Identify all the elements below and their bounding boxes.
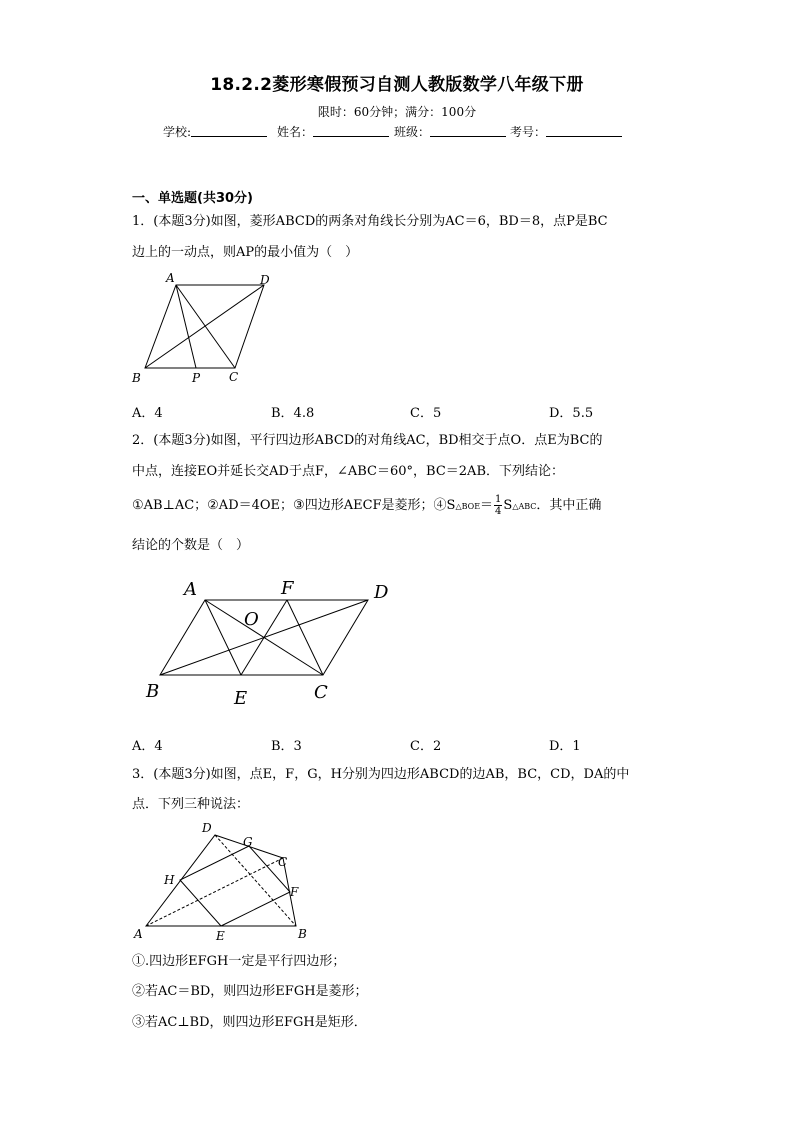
q2-frac-num: 1 [495,494,502,505]
q1-option-d[interactable]: D．5.5 [549,406,594,421]
q2-tail: ．其中正确 [536,498,602,513]
exam-no-blank [546,124,622,137]
q3-label-h: H [164,873,175,887]
q2-option-a[interactable]: A．4 [132,739,163,754]
class-field [394,123,506,140]
q3-label-e: E [216,929,225,943]
q1-figure [128,268,278,390]
q2-label-c: C [314,682,328,703]
q1-text-line2: 边上的一动点，则AP的最小值为（ ） [132,245,359,260]
q2-fraction [494,494,502,517]
q2-label-o: O [244,609,259,630]
class-label: 班级： [394,125,431,139]
q2-sub-boe: △BOE [455,502,481,511]
q1-option-a[interactable]: A．4 [132,406,163,421]
q1-label-a: A [166,271,175,285]
q3-statement-3: ③若AC⊥BD，则四边形EFGH是矩形． [132,1015,367,1030]
q2-label-e: E [234,688,248,709]
q3-label-b: B [298,927,307,941]
q3-text-line1: 3．(本题3分)如图，点E，F，G，H分别为四边形ABCD的边AB，BC，CD，DA的中 [132,767,630,782]
q2-option-d[interactable]: D．1 [549,739,581,754]
q1-option-c[interactable]: C．5 [410,406,442,421]
q3-text-line2: 点．下列三种说法： [132,797,250,812]
name-label: 姓名： [277,125,314,139]
q3-label-a: A [134,927,143,941]
q2-figure [138,570,408,712]
name-blank [313,124,389,137]
q2-text-line3 [132,492,601,521]
name-field [277,123,389,140]
q1-option-b[interactable]: B．4.8 [271,406,315,421]
q1-diagonal-ac [176,285,235,368]
q3-label-d: D [202,821,212,835]
section-heading: 一、单选题(共30分) [132,191,253,206]
q2-equals: ＝ [480,498,494,513]
school-field [163,123,267,140]
q2-option-b[interactable]: B．3 [271,739,302,754]
q3-figure [128,818,318,946]
q1-label-d: D [260,273,270,287]
q2-statements: ①AB⊥AC；②AD＝4OE；③四边形AECF是菱形；④S [132,498,456,513]
document-title: 18.2.2菱形寒假预习自测人教版数学八年级下册 [210,75,584,95]
q2-s: S [503,498,513,513]
q1-label-p: P [192,371,201,385]
exam-no-field [510,123,622,140]
q1-label-b: B [132,371,141,385]
q3-statement-2: ②若AC＝BD，则四边形EFGH是菱形； [132,984,368,999]
class-blank [430,124,506,137]
q3-statement-1: ①.四边形EFGH一定是平行四边形； [132,954,346,969]
q2-sub-abc: △ABC [512,502,537,511]
q2-option-c[interactable]: C．2 [410,739,442,754]
exam-no-label: 考号： [510,125,547,139]
q2-frac-den: 4 [495,506,502,517]
time-score-info: 限时：60分钟；满分：100分 [317,105,477,119]
q2-label-a: A [184,579,197,600]
q3-label-g: G [243,835,253,849]
q1-segment-ap [176,285,196,368]
q3-label-c: C [278,855,288,869]
q1-text-line1: 1．(本题3分)如图，菱形ABCD的两条对角线长分别为AC＝6，BD＝8，点P是BC [132,214,608,229]
q2-label-f: F [281,578,294,599]
q3-diagonal-ac [146,858,283,926]
q2-text-line1: 2．(本题3分)如图，平行四边形ABCD的对角线AC，BD相交于点O．点E为BC的 [132,433,603,448]
q1-diagonal-bd [145,285,264,368]
q2-label-b: B [146,681,160,702]
q2-text-line2: 中点，连接EO并延长交AD于点F，∠ABC＝60°，BC＝2AB．下列结论： [132,464,564,479]
q3-label-f: F [290,885,299,899]
q2-text-line4: 结论的个数是（ ） [132,538,250,553]
school-label: 学校: [163,125,192,139]
school-blank [191,124,267,137]
q1-label-c: C [229,370,239,384]
q2-label-d: D [374,582,389,603]
